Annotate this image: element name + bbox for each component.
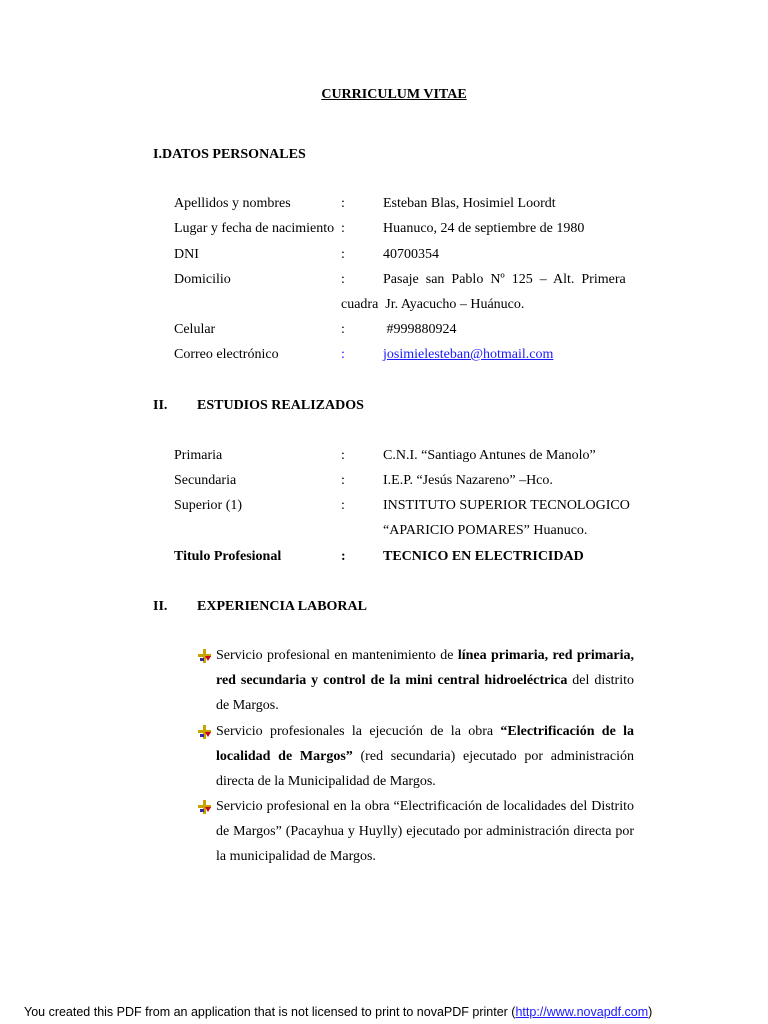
field-value-continued: cuadra Jr. Ayacucho – Huánuco. [341,297,525,312]
experience-text: Servicio profesional en la obra “Electrificación de localidades del Distrito de Margos” (Pacayhua y Huylly) ejecutado por administración directa por la municipalidad de Margos. [216,799,634,865]
field-colon: : [341,549,346,564]
field-label: Correo electrónico [174,347,279,362]
experience-text: del distrito de Margos. [216,673,634,714]
section-number: I. [153,147,162,162]
experience-item [216,643,634,719]
section-experience-heading: EXPERIENCIA LABORAL [197,599,367,614]
field-label: Primaria [174,448,223,463]
field-label: Superior (1) [174,498,243,513]
field-colon: : [341,473,345,488]
plus-arrow-bullet-icon [198,724,212,740]
field-value: 40700354 [383,247,439,262]
field-value: #999880924 [383,322,457,337]
section-number: II. [153,398,168,413]
experience-text: (red secundaria) ejecutado por administración directa de la Municipalidad de Margos. [216,749,634,790]
experience-text-bold: “Electrificación de la localidad de Margos” [216,724,634,765]
experience-text: Servicio profesional en mantenimiento de [216,648,458,663]
field-label: Titulo Profesional [174,549,282,564]
field-colon: : [341,347,345,362]
plus-arrow-bullet-icon [198,799,212,815]
field-label: Lugar y fecha de nacimiento [174,221,335,236]
field-colon: : [341,272,345,287]
section-studies-heading: ESTUDIOS REALIZADOS [197,398,364,413]
field-value-continued: “APARICIO POMARES” Huanuco. [383,523,588,538]
footer-notice [24,1004,652,1020]
field-colon: : [341,448,345,463]
field-colon: : [341,247,345,262]
experience-item [216,794,634,870]
experience-item [216,719,634,795]
page-title: CURRICULUM VITAE [321,87,467,102]
footer-text: ) [648,1005,653,1019]
field-label: Apellidos y nombres [174,196,291,211]
field-value: C.N.I. “Santiago Antunes de Manolo” [383,448,596,463]
field-label: Secundaria [174,473,237,488]
field-value: I.E.P. “Jesús Nazareno” –Hco. [383,473,553,488]
field-value: INSTITUTO SUPERIOR TECNOLOGICO [383,498,630,513]
footer-link[interactable]: http://www.novapdf.com [515,1005,649,1019]
field-colon: : [341,221,345,236]
field-value: Pasaje san Pablo Nº 125 – Alt. Primera [383,272,626,287]
experience-text-bold: línea primaria, red primaria, red secundaria y control de la mini central hidroeléctrica [216,648,634,689]
email-link[interactable]: josimielesteban@hotmail.com [383,347,554,362]
plus-arrow-bullet-icon [198,648,212,664]
field-colon: : [341,498,345,513]
field-label: DNI [174,247,199,262]
field-value: TECNICO EN ELECTRICIDAD [383,549,584,564]
field-value: Esteban Blas, Hosimiel Loordt [383,196,556,211]
field-label: Domicilio [174,272,231,287]
field-value: Huanuco, 24 de septiembre de 1980 [383,221,585,236]
section-number: II. [153,599,168,614]
section-personal-heading [153,146,306,163]
footer-text: You created this PDF from an application that is not licensed to print to novaPDF printer ( [24,1005,516,1019]
field-colon: : [341,322,345,337]
section-title: DATOS PERSONALES [161,147,306,162]
experience-text: Servicio profesionales la ejecución de la obra [216,724,501,739]
field-colon: : [341,196,345,211]
field-label: Celular [174,322,216,337]
